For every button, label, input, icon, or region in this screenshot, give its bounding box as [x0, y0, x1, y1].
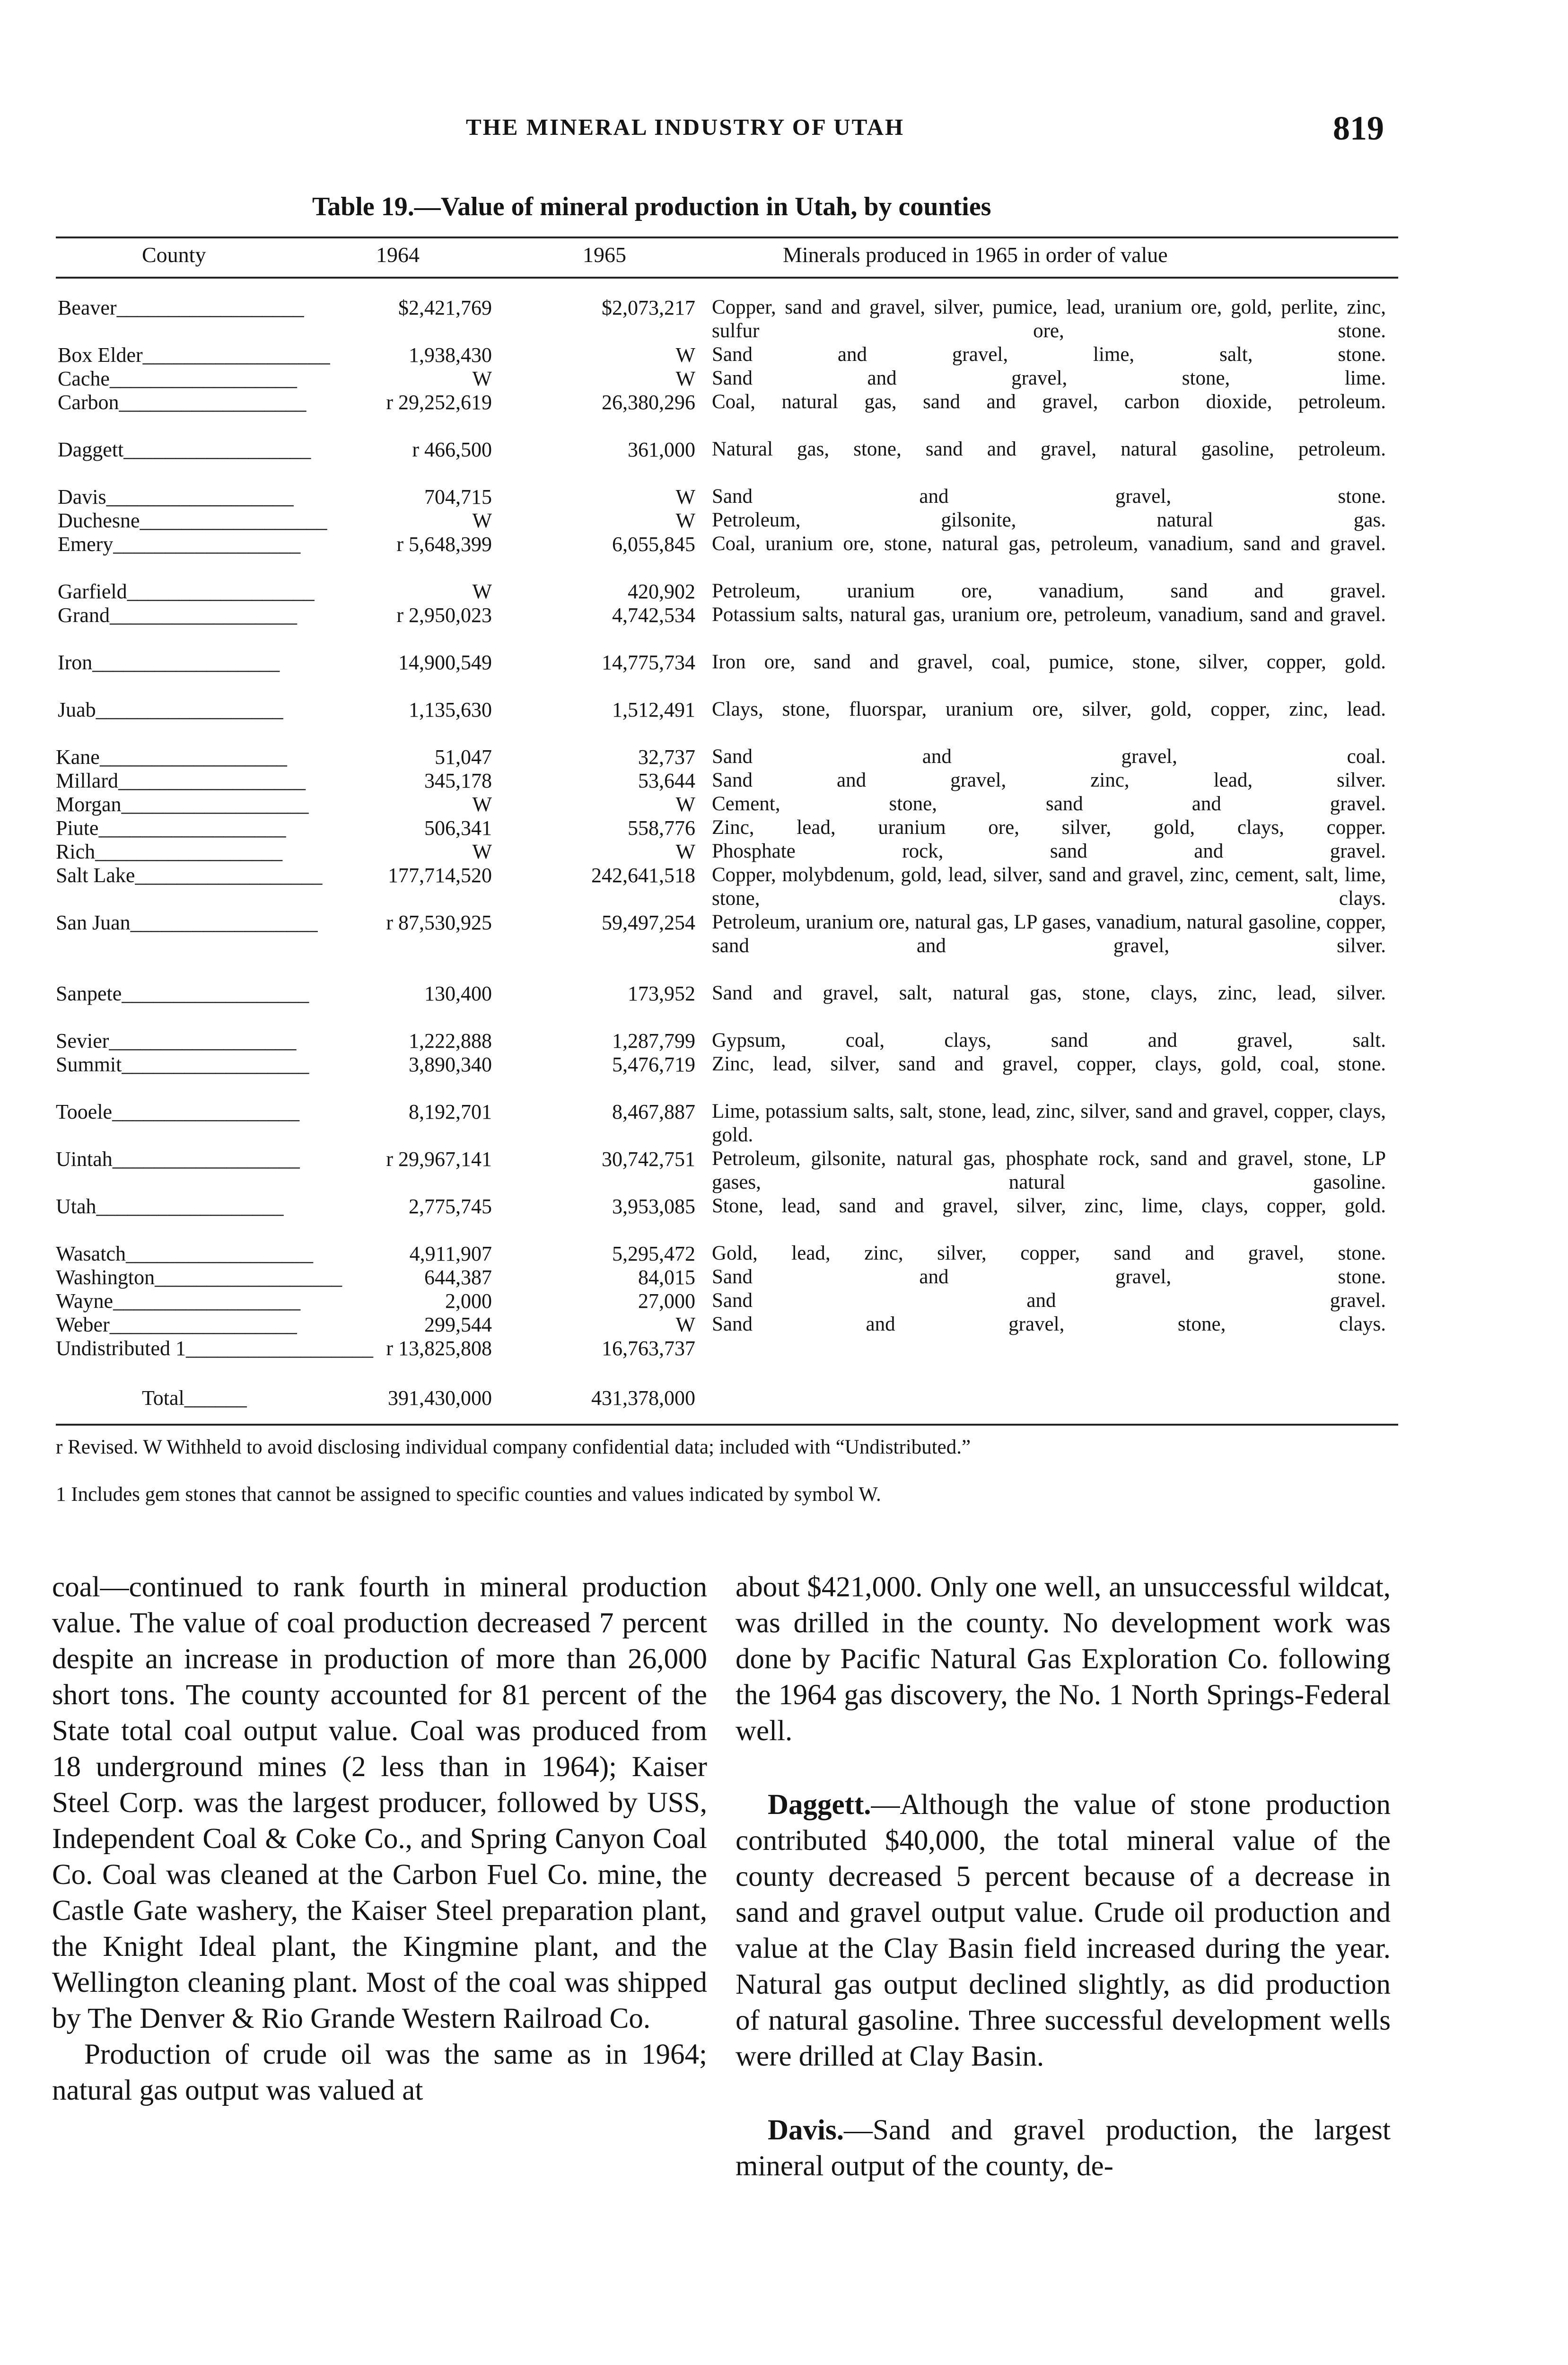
table-bottom-rule: [56, 1424, 1398, 1426]
table-row: [0, 650, 1568, 675]
value-1965: 361,000: [628, 438, 695, 461]
minerals-produced: Iron ore, sand and gravel, coal, pumice, stone, silver, copper, gold.: [712, 651, 1386, 673]
davis-heading: Davis.: [768, 2114, 844, 2146]
value-1964: r 29,967,141: [386, 1147, 492, 1171]
value-1965: 14,775,734: [602, 651, 695, 674]
value-1964: W: [472, 367, 492, 390]
table-row: [0, 981, 1568, 1006]
minerals-produced: Petroleum, gilsonite, natural gas, phosphate rock, sand and gravel, stone, LP gases, natural gasoline.: [712, 1147, 1386, 1193]
table-row: [0, 769, 1568, 793]
value-1964: 644,387: [424, 1266, 492, 1289]
minerals-produced: Petroleum, uranium ore, natural gas, LP gases, vanadium, natural gasoline, copper, sand and gravel, silver.: [712, 911, 1386, 957]
value-1965: 5,295,472: [612, 1242, 695, 1265]
table-row: [0, 343, 1568, 368]
table-row: [0, 1289, 1568, 1314]
value-1965: W: [675, 367, 695, 390]
column-header-minerals: Minerals produced in 1965 in order of value: [783, 243, 1168, 267]
county-name: Piute__________________: [56, 816, 286, 840]
value-1964: W: [472, 580, 492, 603]
page-number: 819: [1333, 109, 1384, 147]
daggett-text: —Although the value of stone production contributed $40,000, the total mineral value of the county decreased 5 percent because of a decrease in sand and gravel output value. Crude oil production and value at the Clay Basin field increased during the year. Natural gas output declined slightly, as did production of natural gasoline. Three successful development wells were drilled at Clay Basin.: [736, 1789, 1391, 2072]
county-name: Carbon__________________: [58, 391, 307, 414]
value-1964: 8,192,701: [409, 1100, 492, 1123]
value-1965: 30,742,751: [602, 1147, 695, 1171]
table-title: Table 19.—Value of mineral production in Utah, by counties: [312, 192, 991, 221]
county-name: Uintah__________________: [56, 1147, 300, 1171]
county-name: Rich__________________: [56, 840, 283, 863]
table-row: [0, 911, 1568, 957]
paragraph-crude-oil: Production of crude oil was the same as in 1964; natural gas output was valued at: [52, 2039, 707, 2106]
county-name: Morgan__________________: [56, 793, 309, 816]
minerals-produced: Copper, molybdenum, gold, lead, silver, sand and gravel, zinc, cement, salt, lime, stone, clays.: [712, 864, 1386, 910]
column-header-county: County: [142, 243, 206, 267]
value-1964: 14,900,549: [398, 651, 492, 674]
value-1965: 8,467,887: [612, 1100, 695, 1123]
county-name: Kane__________________: [56, 745, 287, 769]
table-row: [0, 745, 1568, 770]
total-1964: 391,430,000: [388, 1386, 492, 1410]
value-1965: 173,952: [628, 982, 695, 1005]
left-column: [52, 1569, 707, 2109]
value-1964: 299,544: [424, 1313, 492, 1336]
table-row: [0, 508, 1568, 533]
daggett-heading: Daggett.: [768, 1789, 871, 1821]
footnote-revised: r Revised. W Withheld to avoid disclosing individual company confidential data; included with “Undistributed.”: [56, 1436, 971, 1458]
value-1964: W: [472, 840, 492, 863]
county-name: Summit__________________: [56, 1053, 309, 1076]
column-header-1964: 1964: [376, 243, 420, 267]
table-row: [0, 1029, 1568, 1053]
county-name: Garfield__________________: [58, 580, 315, 603]
table-row: [0, 1147, 1568, 1193]
minerals-produced: Natural gas, stone, sand and gravel, natural gasoline, petroleum.: [712, 438, 1386, 460]
table-row: [0, 1100, 1568, 1146]
county-name: Wayne__________________: [56, 1289, 301, 1313]
table-row: [0, 579, 1568, 604]
county-name: Cache__________________: [58, 367, 297, 390]
table-row: [0, 1242, 1568, 1266]
minerals-produced: Sand and gravel, stone, lime.: [712, 367, 1386, 389]
table-row: [0, 296, 1568, 342]
value-1964: 1,222,888: [409, 1029, 492, 1052]
total-1965: 431,378,000: [591, 1386, 695, 1410]
county-name: Emery__________________: [58, 533, 301, 556]
county-name: Juab__________________: [58, 698, 283, 721]
minerals-produced: Sand and gravel, stone.: [712, 1266, 1386, 1288]
county-name: Weber__________________: [56, 1313, 297, 1336]
value-1964: r 5,648,399: [396, 533, 492, 556]
minerals-produced: Petroleum, uranium ore, vanadium, sand and gravel.: [712, 580, 1386, 602]
value-1964: 704,715: [424, 485, 492, 508]
paragraph-carbon-coal: coal—continued to rank fourth in mineral production value. The value of coal production decreased 7 percent despite an increase in production of more than 26,000 short tons. The county accounted for 81 percent of the State total coal output value. Coal was produced from 18 underground mines (2 less than in 1964); Kaiser Steel Corp. was the largest producer, followed by USS, Independent Coal & Coke Co., and Spring Canyon Coal Co. Coal was cleaned at the Carbon Fuel Co. mine, the Castle Gate washery, the Kaiser Steel preparation plant, the Knight Ideal plant, the Kingmine plant, and the Wellington cleaning plant. Most of the coal was shipped by The Denver & Rio Grande Western Railroad Co.: [52, 1571, 707, 2034]
table-row: [0, 863, 1568, 910]
value-1965: W: [675, 509, 695, 532]
value-1965: W: [675, 793, 695, 816]
value-1964: W: [472, 793, 492, 816]
footnote-undistributed: 1 Includes gem stones that cannot be assigned to specific counties and values indicated by symbol W.: [56, 1483, 881, 1506]
value-1965: 32,737: [638, 745, 695, 769]
value-1964: 4,911,907: [409, 1242, 492, 1265]
minerals-produced: Petroleum, gilsonite, natural gas.: [712, 509, 1386, 531]
county-name: Duchesne__________________: [58, 509, 327, 532]
value-1965: 420,902: [628, 580, 695, 603]
value-1964: 1,135,630: [409, 698, 492, 721]
value-1965: 4,742,534: [612, 604, 695, 627]
minerals-produced: Gypsum, coal, clays, sand and gravel, salt.: [712, 1029, 1386, 1051]
table-row: [0, 532, 1568, 557]
minerals-produced: Copper, sand and gravel, silver, pumice, lead, uranium ore, gold, perlite, zinc, sulfur ore, stone.: [712, 296, 1386, 342]
value-1964: 130,400: [424, 982, 492, 1005]
county-name: Davis__________________: [58, 485, 294, 508]
value-1964: r 87,530,925: [386, 911, 492, 934]
value-1965: 16,763,737: [602, 1337, 695, 1360]
value-1965: 1,512,491: [612, 698, 695, 721]
value-1965: 84,015: [638, 1266, 695, 1289]
table-row: [0, 1336, 1568, 1361]
table-row: [0, 485, 1568, 509]
value-1964: 1,938,430: [409, 343, 492, 367]
minerals-produced: Stone, lead, sand and gravel, silver, zinc, lime, clays, copper, gold.: [712, 1195, 1386, 1217]
paragraph-daggett: [736, 1787, 1391, 2075]
county-name: Grand__________________: [58, 604, 297, 627]
table-row: [0, 1194, 1568, 1219]
county-name: Tooele__________________: [56, 1100, 300, 1123]
county-name: Beaver__________________: [58, 296, 304, 319]
minerals-produced: Potassium salts, natural gas, uranium ore, petroleum, vanadium, sand and gravel.: [712, 604, 1386, 626]
value-1965: 6,055,845: [612, 533, 695, 556]
table-row: [0, 1265, 1568, 1290]
county-name: Iron__________________: [58, 651, 280, 674]
minerals-produced: Sand and gravel, lime, salt, stone.: [712, 343, 1386, 366]
county-name: Sevier__________________: [56, 1029, 297, 1052]
value-1964: r 29,252,619: [386, 391, 492, 414]
minerals-produced: Phosphate rock, sand and gravel.: [712, 840, 1386, 862]
value-1964: 3,890,340: [409, 1053, 492, 1076]
minerals-produced: Coal, natural gas, sand and gravel, carbon dioxide, petroleum.: [712, 391, 1386, 413]
table-row: [0, 438, 1568, 462]
value-1964: 506,341: [424, 816, 492, 840]
value-1964: $2,421,769: [398, 296, 492, 319]
minerals-produced: Lime, potassium salts, salt, stone, lead, zinc, silver, sand and gravel, copper, clays, gold.: [712, 1100, 1386, 1146]
total-label: Total______: [142, 1386, 247, 1410]
value-1964: 345,178: [424, 769, 492, 792]
minerals-produced: Zinc, lead, silver, sand and gravel, copper, clays, gold, coal, stone.: [712, 1053, 1386, 1075]
value-1965: 1,287,799: [612, 1029, 695, 1052]
value-1965: 26,380,296: [602, 391, 695, 414]
right-column: [736, 1569, 1391, 2184]
table-row: [0, 792, 1568, 817]
column-header-1965: 1965: [583, 243, 626, 267]
table-header-rule: [56, 277, 1398, 279]
table-row: [0, 390, 1568, 415]
value-1965: W: [675, 840, 695, 863]
county-name: Washington__________________: [56, 1266, 342, 1289]
table-row: [0, 1052, 1568, 1077]
minerals-produced: Gold, lead, zinc, silver, copper, sand and gravel, stone.: [712, 1242, 1386, 1264]
value-1964: W: [472, 509, 492, 532]
county-name: Utah__________________: [56, 1195, 284, 1218]
value-1964: 177,714,520: [388, 864, 492, 887]
county-name: Salt Lake__________________: [56, 864, 323, 887]
minerals-produced: Sand and gravel, salt, natural gas, stone, clays, zinc, lead, silver.: [712, 982, 1386, 1004]
value-1965: W: [675, 343, 695, 367]
table-row: [0, 698, 1568, 722]
value-1965: $2,073,217: [602, 296, 695, 319]
county-name: Daggett__________________: [58, 438, 311, 461]
value-1964: r 13,825,808: [386, 1337, 492, 1360]
minerals-produced: Sand and gravel, stone, clays.: [712, 1313, 1386, 1335]
table-row: [0, 603, 1568, 628]
paragraph-carbon-gas: about $421,000. Only one well, an unsuccessful wildcat, was drilled in the county. No development work was done by Pacific Natural Gas Exploration Co. following the 1964 gas discovery, the No. 1 North Springs-Federal well.: [736, 1571, 1391, 1747]
minerals-produced: Sand and gravel.: [712, 1289, 1386, 1312]
county-name: Wasatch__________________: [56, 1242, 313, 1265]
value-1964: 2,775,745: [409, 1195, 492, 1218]
value-1965: 558,776: [628, 816, 695, 840]
minerals-produced: Clays, stone, fluorspar, uranium ore, silver, gold, copper, zinc, lead.: [712, 698, 1386, 720]
county-name: Sanpete__________________: [56, 982, 309, 1005]
value-1965: 59,497,254: [602, 911, 695, 934]
county-name: Undistributed 1__________________: [56, 1337, 373, 1360]
county-name: San Juan__________________: [56, 911, 318, 934]
value-1965: W: [675, 1313, 695, 1336]
davis-text: —Sand and gravel production, the largest mineral output of the county, de-: [736, 2114, 1391, 2182]
value-1964: r 466,500: [412, 438, 492, 461]
table-top-rule: [56, 236, 1398, 238]
value-1965: W: [675, 485, 695, 508]
county-name: Millard__________________: [56, 769, 306, 792]
value-1965: 5,476,719: [612, 1053, 695, 1076]
value-1964: 2,000: [445, 1289, 492, 1313]
value-1965: 53,644: [638, 769, 695, 792]
minerals-produced: Sand and gravel, zinc, lead, silver.: [712, 769, 1386, 791]
table-row: [0, 1313, 1568, 1337]
value-1964: 51,047: [435, 745, 492, 769]
running-head: THE MINERAL INDUSTRY OF UTAH: [466, 114, 905, 140]
minerals-produced: Cement, stone, sand and gravel.: [712, 793, 1386, 815]
table-row: [0, 816, 1568, 841]
value-1965: 27,000: [638, 1289, 695, 1313]
minerals-produced: Coal, uranium ore, stone, natural gas, petroleum, vanadium, sand and gravel.: [712, 533, 1386, 555]
table-row: [0, 367, 1568, 391]
minerals-produced: Zinc, lead, uranium ore, silver, gold, clays, copper.: [712, 816, 1386, 839]
paragraph-davis: [736, 2112, 1391, 2184]
county-name: Box Elder__________________: [58, 343, 330, 367]
value-1965: 242,641,518: [591, 864, 695, 887]
minerals-produced: Sand and gravel, coal.: [712, 745, 1386, 768]
value-1964: r 2,950,023: [396, 604, 492, 627]
total-row: [0, 1386, 1568, 1410]
minerals-produced: Sand and gravel, stone.: [712, 485, 1386, 508]
table-row: [0, 840, 1568, 864]
minerals-produced: [712, 1336, 1386, 1360]
value-1965: 3,953,085: [612, 1195, 695, 1218]
